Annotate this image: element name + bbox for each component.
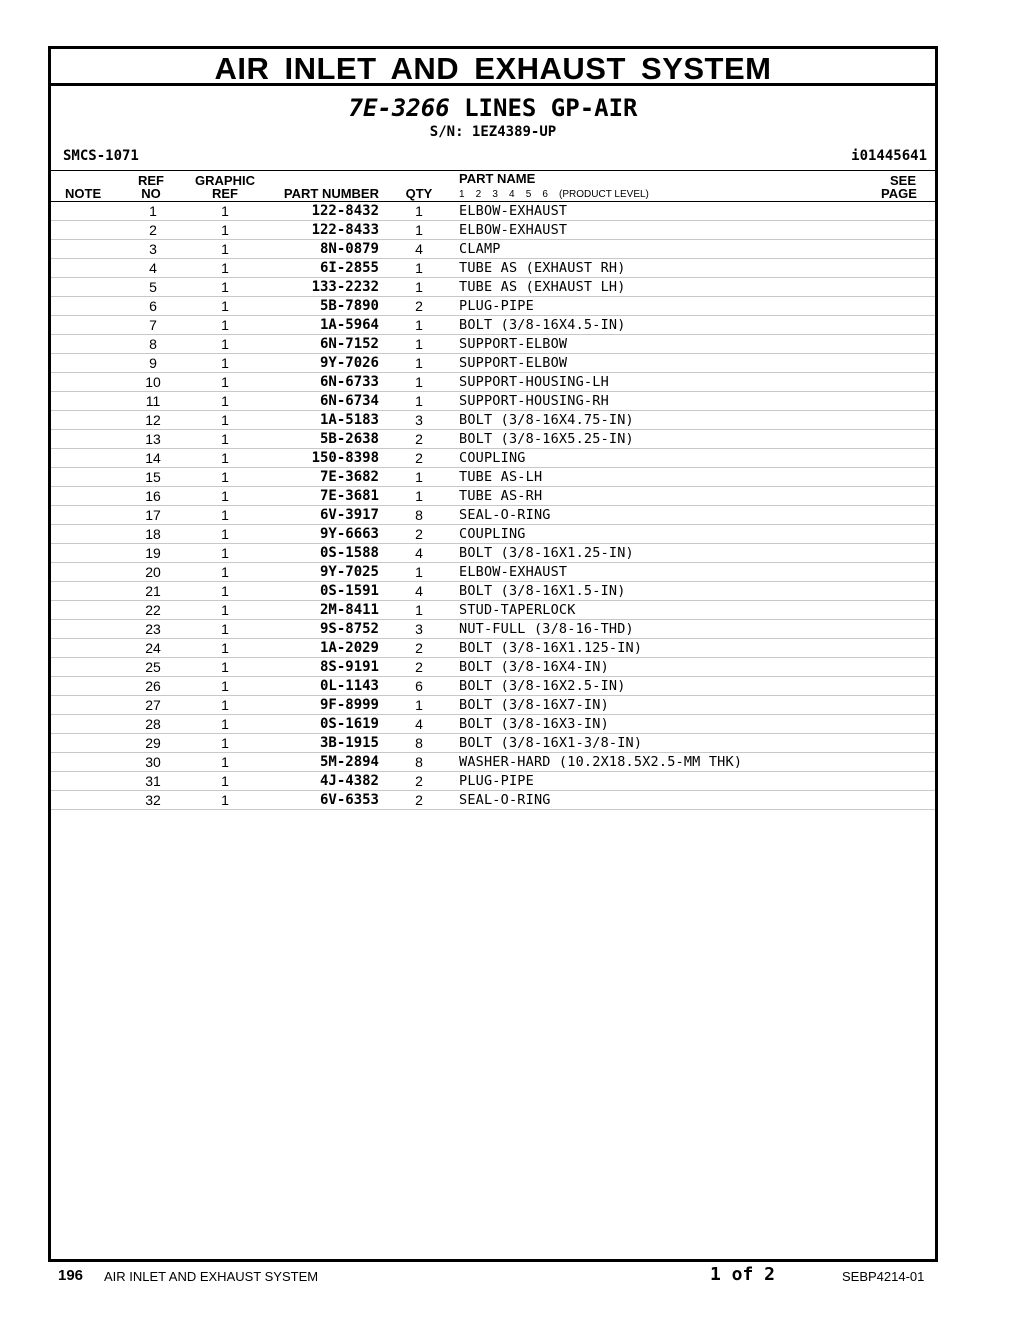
- part-number: 133-2232: [311, 279, 379, 295]
- ref-number: 2: [149, 222, 157, 238]
- part-number: 4J-4382: [319, 773, 379, 789]
- quantity: 3: [415, 412, 423, 428]
- ref-number: 23: [145, 621, 161, 637]
- part-number: 3B-1915: [319, 735, 379, 751]
- quantity: 3: [415, 621, 423, 637]
- graphic-ref: 1: [221, 469, 229, 485]
- graphic-ref: 1: [221, 564, 229, 580]
- ref-number: 24: [145, 640, 161, 656]
- table-row: [51, 658, 935, 677]
- col-graphic-bottom: REF: [212, 186, 238, 201]
- part-name: BOLT (3/8-16X1.5-IN): [459, 583, 626, 599]
- quantity: 8: [415, 735, 423, 751]
- quantity: 1: [415, 336, 423, 352]
- ref-number: 26: [145, 678, 161, 694]
- table-row: [51, 335, 935, 354]
- table-row: [51, 791, 935, 810]
- part-number: 9F-8999: [319, 697, 379, 713]
- graphic-ref: 1: [221, 412, 229, 428]
- graphic-ref: 1: [221, 279, 229, 295]
- part-number: 6N-7152: [319, 336, 379, 352]
- graphic-ref: 1: [221, 488, 229, 504]
- part-number: 0S-1588: [319, 545, 379, 561]
- quantity: 1: [415, 393, 423, 409]
- part-number: 122-8432: [311, 203, 379, 219]
- group-title: [51, 94, 935, 122]
- col-part-number: PART NUMBER: [283, 186, 379, 201]
- part-name: BOLT (3/8-16X4.5-IN): [459, 317, 626, 333]
- document-number: SEBP4214-01: [842, 1269, 925, 1284]
- table-row: [51, 316, 935, 335]
- page-footer: [0, 1264, 1020, 1288]
- part-number: 9Y-7026: [319, 355, 379, 371]
- footer-section: AIR INLET AND EXHAUST SYSTEM: [104, 1269, 319, 1284]
- graphic-ref: 1: [221, 545, 229, 561]
- part-name: TUBE AS (EXHAUST RH): [459, 260, 626, 276]
- quantity: 2: [415, 640, 423, 656]
- table-row: [51, 278, 935, 297]
- graphic-ref: 1: [221, 659, 229, 675]
- graphic-ref: 1: [221, 203, 229, 219]
- quantity: 1: [415, 602, 423, 618]
- part-name: ELBOW-EXHAUST: [459, 222, 568, 238]
- graphic-ref: 1: [221, 583, 229, 599]
- ref-number: 4: [149, 260, 157, 276]
- part-name: COUPLING: [459, 526, 526, 542]
- ref-number: 18: [145, 526, 161, 542]
- graphic-ref: 1: [221, 317, 229, 333]
- part-number: 0L-1143: [319, 678, 379, 694]
- part-number: 6V-6353: [319, 792, 379, 808]
- col-see-bottom: PAGE: [881, 186, 917, 201]
- part-number: 5M-2894: [319, 754, 379, 770]
- group-number: 7E-3266: [348, 94, 450, 122]
- table-row: [51, 354, 935, 373]
- part-name: SUPPORT-HOUSING-RH: [459, 393, 609, 409]
- quantity: 1: [415, 260, 423, 276]
- col-see-top: SEE: [889, 173, 916, 188]
- graphic-ref: 1: [221, 621, 229, 637]
- quantity: 1: [415, 564, 423, 580]
- table-row: [51, 449, 935, 468]
- part-number: 2M-8411: [319, 602, 379, 618]
- quantity: 1: [415, 374, 423, 390]
- ref-number: 22: [145, 602, 161, 618]
- table-row: [51, 715, 935, 734]
- quantity: 8: [415, 754, 423, 770]
- table-row: [51, 506, 935, 525]
- part-name: COUPLING: [459, 450, 526, 466]
- table-row: [51, 240, 935, 259]
- ref-number: 5: [149, 279, 157, 295]
- part-name: SUPPORT-ELBOW: [459, 355, 568, 371]
- quantity: 2: [415, 526, 423, 542]
- graphic-ref: 1: [221, 602, 229, 618]
- graphic-ref: 1: [221, 773, 229, 789]
- table-row: [51, 639, 935, 658]
- table-row: [51, 696, 935, 715]
- table-row: [51, 468, 935, 487]
- part-number: 1A-5183: [319, 412, 379, 428]
- table-row: [51, 563, 935, 582]
- part-name: PLUG-PIPE: [459, 298, 534, 314]
- part-name: BOLT (3/8-16X1-3/8-IN): [459, 735, 643, 751]
- part-name: BOLT (3/8-16X7-IN): [459, 697, 609, 713]
- group-name: LINES GP-AIR: [464, 94, 638, 122]
- ref-number: 29: [145, 735, 161, 751]
- part-number: 122-8433: [311, 222, 379, 238]
- col-qty: QTY: [405, 186, 433, 201]
- table-row: [51, 544, 935, 563]
- ref-number: 8: [149, 336, 157, 352]
- col-part-name: PART NAME: [459, 171, 536, 186]
- ref-number: 32: [145, 792, 161, 808]
- graphic-ref: 1: [221, 431, 229, 447]
- part-name: BOLT (3/8-16X2.5-IN): [459, 678, 626, 694]
- part-name: SUPPORT-ELBOW: [459, 336, 568, 352]
- ref-number: 3: [149, 241, 157, 257]
- ref-number: 27: [145, 697, 161, 713]
- quantity: 4: [415, 545, 423, 561]
- part-number: 6N-6733: [319, 374, 379, 390]
- table-row: [51, 392, 935, 411]
- ref-number: 9: [149, 355, 157, 371]
- part-number: 9Y-7025: [319, 564, 379, 580]
- ref-number: 12: [145, 412, 161, 428]
- part-number: 9Y-6663: [319, 526, 379, 542]
- ref-number: 17: [145, 507, 161, 523]
- ref-number: 31: [145, 773, 161, 789]
- part-number: 0S-1619: [319, 716, 379, 732]
- part-name: BOLT (3/8-16X1.25-IN): [459, 545, 634, 561]
- quantity: 4: [415, 716, 423, 732]
- ref-number: 21: [145, 583, 161, 599]
- graphic-ref: 1: [221, 640, 229, 656]
- table-row: [51, 202, 935, 221]
- quantity: 2: [415, 298, 423, 314]
- table-header: [51, 171, 935, 202]
- part-number: 5B-2638: [319, 431, 379, 447]
- part-name: BOLT (3/8-16X3-IN): [459, 716, 609, 732]
- table-row: [51, 373, 935, 392]
- part-number: 6V-3917: [319, 507, 379, 523]
- table-row: [51, 620, 935, 639]
- ref-number: 1: [149, 203, 157, 219]
- table-row: [51, 297, 935, 316]
- col-note: NOTE: [65, 186, 102, 201]
- part-name: CLAMP: [459, 241, 501, 257]
- part-number: 0S-1591: [319, 583, 379, 599]
- quantity: 2: [415, 659, 423, 675]
- table-row: [51, 259, 935, 278]
- part-name: TUBE AS-LH: [459, 469, 543, 485]
- graphic-ref: 1: [221, 678, 229, 694]
- table-row: [51, 753, 935, 772]
- quantity: 1: [415, 222, 423, 238]
- col-ref-top: REF: [138, 173, 164, 188]
- part-number: 7E-3682: [319, 469, 379, 485]
- part-name: ELBOW-EXHAUST: [459, 203, 568, 219]
- quantity: 2: [415, 792, 423, 808]
- ref-number: 11: [145, 393, 161, 409]
- quantity: 1: [415, 697, 423, 713]
- quantity: 2: [415, 773, 423, 789]
- part-number: 1A-5964: [319, 317, 379, 333]
- part-number: 5B-7890: [319, 298, 379, 314]
- id-row: [51, 148, 935, 171]
- ref-number: 7: [149, 317, 157, 333]
- part-name: STUD-TAPERLOCK: [459, 602, 576, 618]
- serial-range: S/N: 1EZ4389-UP: [429, 124, 557, 140]
- quantity: 2: [415, 450, 423, 466]
- graphic-ref: 1: [221, 697, 229, 713]
- quantity: 6: [415, 678, 423, 694]
- smcs-code: SMCS-1071: [63, 148, 139, 164]
- ref-number: 13: [145, 431, 161, 447]
- part-number: 6N-6734: [319, 393, 379, 409]
- graphic-ref: 1: [221, 393, 229, 409]
- ref-number: 19: [145, 545, 161, 561]
- part-name: BOLT (3/8-16X5.25-IN): [459, 431, 634, 447]
- col-graphic-top: GRAPHIC: [195, 173, 255, 188]
- quantity: 1: [415, 279, 423, 295]
- part-number: 150-8398: [311, 450, 379, 466]
- quantity: 1: [415, 355, 423, 371]
- quantity: 2: [415, 431, 423, 447]
- graphic-ref: 1: [221, 298, 229, 314]
- quantity: 4: [415, 583, 423, 599]
- ref-number: 10: [145, 374, 161, 390]
- part-name: ELBOW-EXHAUST: [459, 564, 568, 580]
- ref-number: 15: [145, 469, 161, 485]
- ref-number: 6: [149, 298, 157, 314]
- quantity: 4: [415, 241, 423, 257]
- part-name: TUBE AS-RH: [459, 488, 543, 504]
- graphic-ref: 1: [221, 526, 229, 542]
- part-number: 8N-0879: [319, 241, 379, 257]
- part-name: TUBE AS (EXHAUST LH): [459, 279, 626, 295]
- table-row: [51, 772, 935, 791]
- part-number: 9S-8752: [319, 621, 379, 637]
- parts-table-body: [51, 202, 935, 810]
- graphic-ref: 1: [221, 374, 229, 390]
- table-row: [51, 677, 935, 696]
- part-name: SUPPORT-HOUSING-LH: [459, 374, 609, 390]
- part-name: PLUG-PIPE: [459, 773, 534, 789]
- ref-number: 28: [145, 716, 161, 732]
- graphic-ref: 1: [221, 754, 229, 770]
- ref-number: 14: [145, 450, 161, 466]
- part-number: 7E-3681: [319, 488, 379, 504]
- part-number: 1A-2029: [319, 640, 379, 656]
- part-name: BOLT (3/8-16X1.125-IN): [459, 640, 643, 656]
- illustration-id: i01445641: [851, 148, 927, 164]
- graphic-ref: 1: [221, 450, 229, 466]
- part-name: SEAL-O-RING: [459, 792, 551, 808]
- table-row: [51, 487, 935, 506]
- parts-page-frame: [48, 46, 938, 1262]
- graphic-ref: 1: [221, 336, 229, 352]
- graphic-ref: 1: [221, 355, 229, 371]
- part-number: 6I-2855: [319, 260, 379, 276]
- table-row: [51, 582, 935, 601]
- graphic-ref: 1: [221, 260, 229, 276]
- graphic-ref: 1: [221, 222, 229, 238]
- ref-number: 20: [145, 564, 161, 580]
- sheet-count: 1 of 2: [710, 1264, 776, 1285]
- quantity: 1: [415, 203, 423, 219]
- part-name: BOLT (3/8-16X4.75-IN): [459, 412, 634, 428]
- page-number: 196: [58, 1267, 84, 1284]
- quantity: 1: [415, 317, 423, 333]
- table-row: [51, 734, 935, 753]
- table-row: [51, 525, 935, 544]
- graphic-ref: 1: [221, 735, 229, 751]
- graphic-ref: 1: [221, 792, 229, 808]
- part-name: NUT-FULL (3/8-16-THD): [459, 621, 634, 637]
- part-name: WASHER-HARD (10.2X18.5X2.5-MM THK): [459, 754, 743, 770]
- col-ref-bottom: NO: [141, 186, 161, 201]
- table-row: [51, 411, 935, 430]
- graphic-ref: 1: [221, 241, 229, 257]
- table-row: [51, 601, 935, 620]
- section-title: AIR INLET AND EXHAUST SYSTEM: [51, 49, 935, 86]
- part-name: BOLT (3/8-16X4-IN): [459, 659, 609, 675]
- table-row: [51, 430, 935, 449]
- quantity: 1: [415, 488, 423, 504]
- col-product-level: 1 2 3 4 5 6 (PRODUCT LEVEL): [459, 189, 649, 200]
- ref-number: 16: [145, 488, 161, 504]
- graphic-ref: 1: [221, 716, 229, 732]
- ref-number: 25: [145, 659, 161, 675]
- ref-number: 30: [145, 754, 161, 770]
- graphic-ref: 1: [221, 507, 229, 523]
- table-row: [51, 221, 935, 240]
- part-name: SEAL-O-RING: [459, 507, 551, 523]
- quantity: 1: [415, 469, 423, 485]
- part-number: 8S-9191: [319, 659, 379, 675]
- quantity: 8: [415, 507, 423, 523]
